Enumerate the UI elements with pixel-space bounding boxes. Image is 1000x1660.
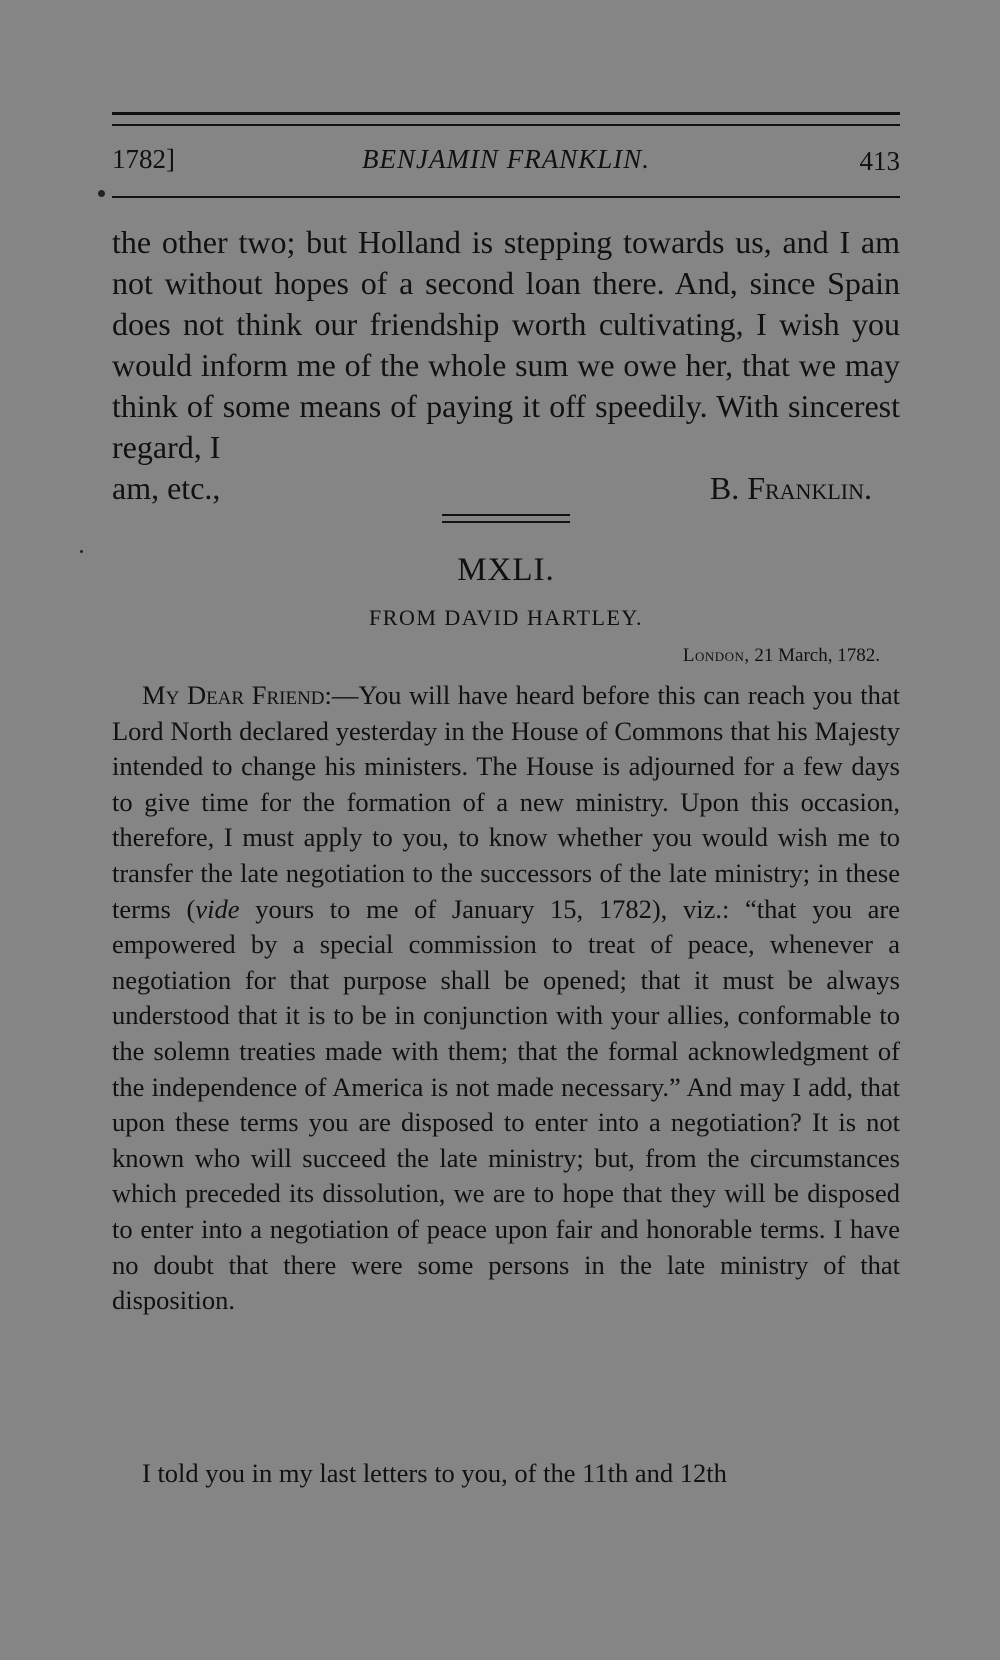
letter-number: MXLI. (457, 552, 555, 588)
closing: am, etc., (112, 470, 221, 506)
specks (98, 190, 105, 197)
salutation: My Dear Friend (142, 680, 325, 710)
letter-body-part2: yours to me of January 15, 1782), viz.: “that you are empowered by a special commission to treat of peace, whenever a negotiation for that purpose shall be opened; that it must be always understood that it is to be in conjunction with your allies, conformable to the solemn treaties made with them; that the formal acknowledgment of the independence of America is not made necessary.” And may I add, that upon these terms you are disposed to enter into a negotiation? It is not known who will succeed the late ministry; but, from the circumstances which preceded its dissolution, we are to hope that they will be disposed to enter into a negotiation of peace upon fair and honorable terms. I have no doubt that there were some persons in the late ministry of that disposition. (112, 893, 900, 1316)
top-rule-thick (112, 112, 900, 115)
separator-rule-bottom (442, 521, 570, 523)
vide-word: vide (195, 893, 240, 924)
top-rule-thin (112, 124, 900, 126)
header-rule (112, 196, 900, 198)
letter-place: London, (682, 645, 750, 666)
specks (80, 550, 83, 553)
closing-line (112, 468, 900, 509)
signature: B. Franklin. (709, 470, 872, 506)
letter-from: FROM DAVID HARTLEY. (369, 605, 643, 630)
page-number: 413 (859, 146, 900, 176)
letter-dateline (683, 645, 880, 667)
previous-letter-text: the other two; but Holland is stepping towards us, and I am not without hopes of a second loan there. And, since Spain does not think our friendship worth cultivating, I wish you would inform me of the whole sum we owe her, that we may think of some means of paying it off speedily. With sincerest regard, I (112, 224, 900, 465)
letter-body-part1: :—You will have heard before this can reach you that Lord North declared yesterday in the House of Commons that his Majesty intended to change his ministers. The House is adjourned for a few days to give time for the formation of a new ministry. Upon this occasion, therefore, I must apply to you, to know whether you would wish me to transfer the late negotiation to the successors of the late ministry; in these terms ( (112, 680, 900, 924)
header-title: BENJAMIN FRANKLIN. (362, 144, 650, 174)
header-year: 1782] (112, 144, 175, 174)
letter-date: 21 March, 1782. (754, 645, 880, 666)
separator-rule-top (442, 514, 570, 516)
letter-body (112, 678, 900, 1319)
previous-letter-ending (112, 222, 900, 509)
next-paragraph: I told you in my last letters to you, of the 11th and 12th (142, 1458, 727, 1488)
running-header (112, 144, 900, 184)
